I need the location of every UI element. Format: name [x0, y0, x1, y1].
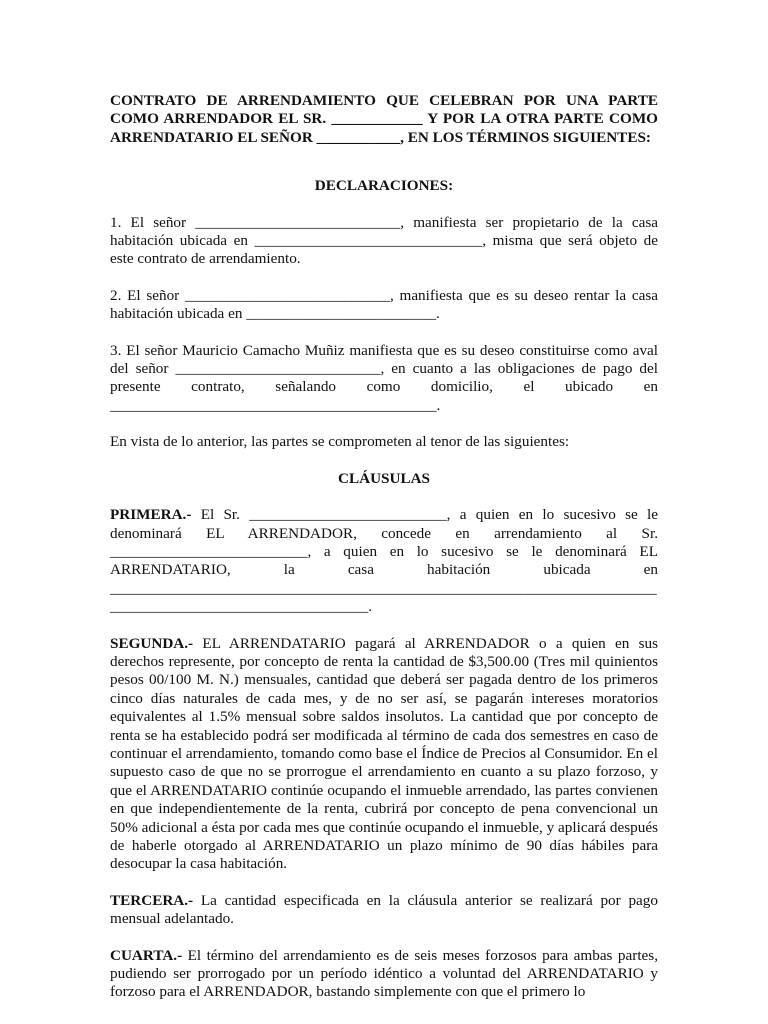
contract-page [110, 92, 658, 1020]
clausula-primera [110, 506, 658, 616]
declaracion-3: 3. El señor Mauricio Camacho Muñiz manifiesta que es su deseo constituirse como aval del señor ___________________________, en cuanto a las obligaciones de pago del presente contrato, señalando como domicilio, el ubicado en ___________________________________________. [110, 341, 658, 414]
declaracion-2: 2. El señor ___________________________, manifiesta que es su deseo rentar la casa habitación ubicada en _________________________. [110, 286, 658, 323]
clausula-text: El término del arrendamiento es de seis meses forzosos para ambas partes, pudiendo ser prorrogado por un período idéntico a voluntad del ARRENDATARIO y forzoso para el ARRENDADOR, bastando simplemente con que el primero lo [110, 946, 658, 1001]
clausula-label: PRIMERA.- [110, 506, 192, 524]
contract-title: CONTRATO DE ARRENDAMIENTO QUE CELEBRAN POR UNA PARTE COMO ARRENDADOR EL SR. ____________ Y POR LA OTRA PARTE COMO ARRENDATARIO EL SEÑOR ___________, EN LOS TÉRMINOS SIGUIENTES: [110, 92, 658, 146]
clausula-cuarta [110, 947, 658, 1002]
clausula-tercera [110, 892, 658, 929]
declaraciones-heading: DECLARACIONES: [314, 177, 454, 195]
clausula-text: La cantidad especificada en la cláusula anterior se realizará por pago mensual adelantado. [110, 891, 658, 928]
clausula-text: El Sr. __________________________, a quien en lo sucesivo se le denominará EL ARRENDADOR, concede en arrendamiento al Sr. __________________________, a quien en lo sucesivo se le denominará EL ARRENDATARIO, la casa habitación ubicada en ________________________________________________________________________ __________________________________. [110, 506, 658, 616]
clausula-label: TERCERA.- [110, 891, 194, 909]
clausulas-heading: CLÁUSULAS [338, 469, 430, 487]
intro-paragraph: En vista de lo anterior, las partes se comprometen al tenor de las siguientes: [110, 433, 570, 451]
clausula-label: CUARTA.- [110, 946, 183, 964]
clausula-segunda [110, 635, 658, 874]
declaracion-1: 1. El señor ___________________________, manifiesta ser propietario de la casa habitación ubicada en ______________________________, misma que será objeto de este contrato de arrendamiento. [110, 213, 658, 268]
clausula-label: SEGUNDA.- [110, 634, 194, 652]
clausula-text: EL ARRENDATARIO pagará al ARRENDADOR o a quien en sus derechos represente, por concepto de renta la cantidad de $3,500.00 (Tres mil quinientos pesos 00/100 M. N.) mensuales, cantidad que deberá ser pagada dentro de los primeros cinco días naturales de cada mes, y de no ser así, se pagarán intereses moratorios equivalentes al 1.5% mensual sobre saldos insolutos. La cantidad que por concepto de renta se ha establecido podrá ser modificada al término de cada dos semestres en caso de continuar el arrendamiento, tomando como base el Índice de Precios al Consumidor. En el supuesto caso de que no se prorrogue el arrendamiento en cuanto a su plazo forzoso, y que el ARRENDATARIO continúe ocupando el inmueble arrendado, las partes convienen en que independientemente de la renta, cubrirá por concepto de pena convencional un 50% adicional a ésta por cada mes que continúe ocupando el inmueble, y aplicará después de haberle otorgado al ARRENDATARIO un plazo mínimo de 90 días hábiles para desocupar la casa habitación. [110, 634, 658, 873]
